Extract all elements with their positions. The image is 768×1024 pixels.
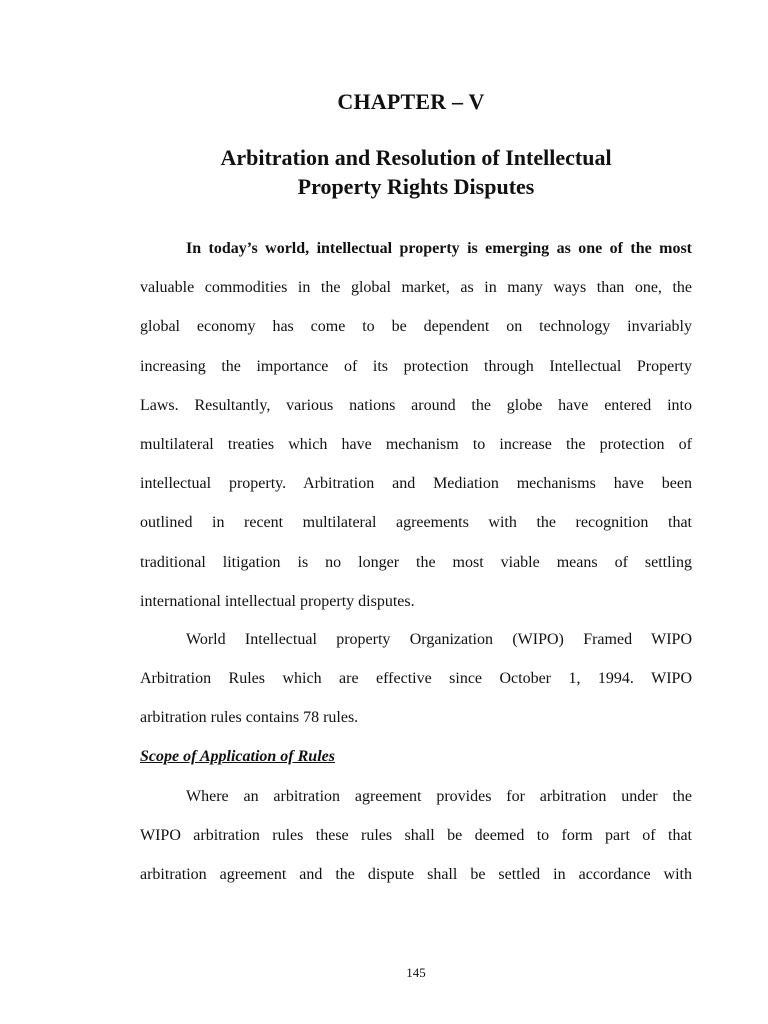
paragraph-line: Laws. Resultantly, various nations around the globe have entered into (140, 396, 692, 414)
paragraph-line: arbitration agreement and the dispute shall be settled in accordance with (140, 866, 692, 884)
paragraph-scope (140, 777, 692, 895)
paragraph-line: valuable commodities in the global market, as in many ways than one, the (140, 279, 692, 297)
paragraph-line: intellectual property. Arbitration and Mediation mechanisms have been (140, 475, 692, 493)
paragraph-line: WIPO arbitration rules these rules shall be deemed to form part of that (140, 827, 692, 845)
paragraph-line: multilateral treaties which have mechanism to increase the protection of (140, 435, 692, 453)
paragraph-line: arbitration rules contains 78 rules. (140, 709, 359, 727)
paragraph-line: outlined in recent multilateral agreements with the recognition that (140, 514, 692, 532)
section-heading: Scope of Application of Rules (140, 748, 335, 765)
paragraph-line: Arbitration Rules which are effective since October 1, 1994. WIPO (140, 670, 692, 688)
chapter-title (140, 143, 692, 201)
paragraph-line: increasing the importance of its protection through Intellectual Property (140, 357, 692, 375)
paragraph-line: In today’s world, intellectual property is emerging as one of the most (186, 240, 692, 257)
paragraph-line: traditional litigation is no longer the most viable means of settling (140, 553, 692, 571)
chapter-heading: CHAPTER – V (337, 89, 485, 114)
paragraph-wipo (140, 620, 692, 738)
paragraph-line: international intellectual property disputes. (140, 592, 415, 610)
chapter-title-line-1: Arbitration and Resolution of Intellectual (220, 145, 612, 170)
paragraph-line: Where an arbitration agreement provides for arbitration under the (186, 788, 692, 805)
page-number: 145 (406, 965, 426, 980)
paragraph-line: global economy has come to be dependent on technology invariably (140, 318, 692, 336)
paragraph-intro (140, 229, 692, 621)
chapter-title-line-2: Property Rights Disputes (297, 174, 535, 199)
paragraph-line: World Intellectual property Organization (WIPO) Framed WIPO (186, 631, 692, 648)
